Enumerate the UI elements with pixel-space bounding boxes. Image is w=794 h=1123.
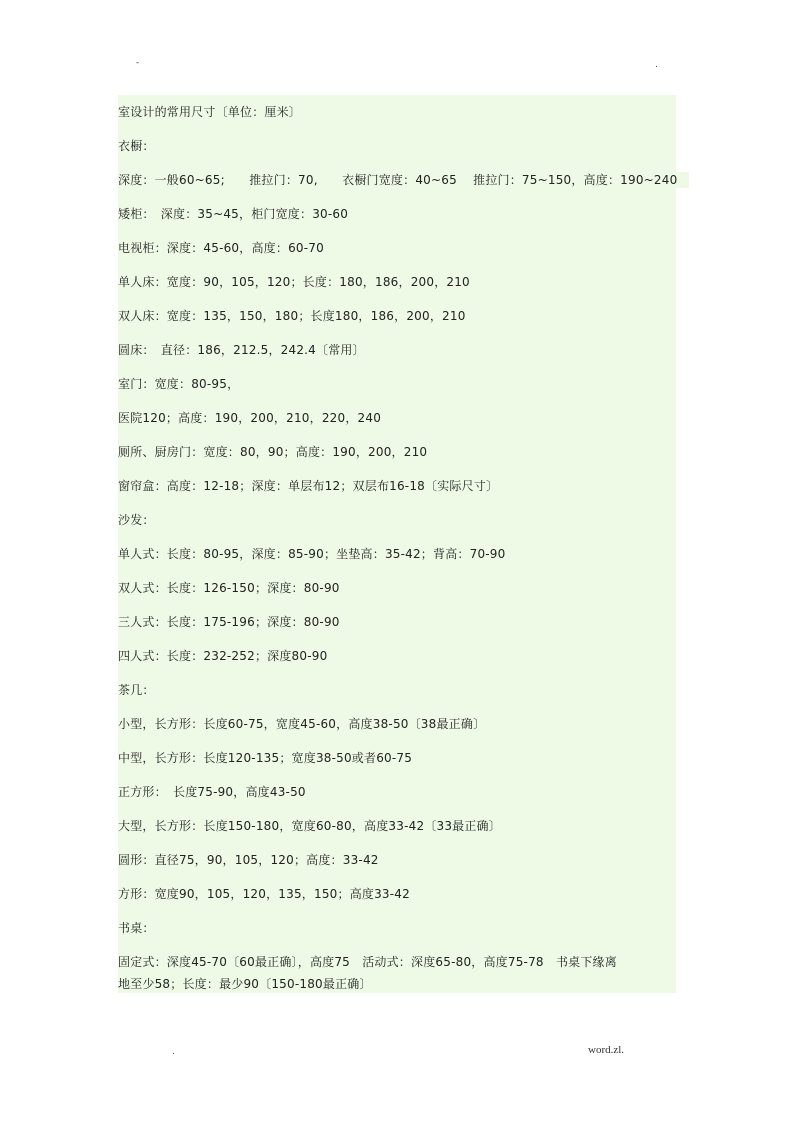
text-line-square-table: 正方形： 长度75-90，高度43-50 [118,785,306,799]
header-right-mark: . [655,60,658,70]
section-heading-sofa: 沙发： [118,513,155,527]
footer-left-mark: . [172,1047,175,1057]
text-line-quad-sofa: 四人式：长度：232-252；深度80-90 [118,649,328,663]
footer-watermark: word.zl. [588,1044,625,1056]
header-left-mark: - [136,58,140,68]
section-heading-wardrobe: 衣橱： [118,139,155,153]
text-line-toilet-kitchen-door: 厕所、厨房门：宽度：80，90；高度：190，200，210 [118,445,428,459]
document-title: 室设计的常用尺寸〔单位：厘米〕 [118,105,302,119]
text-line-large-table: 大型，长方形：长度150-180，宽度60-80，高度33-42〔33最正确〕 [118,819,501,833]
text-line-single-sofa: 单人式：长度：80-95，深度：85-90；坐垫高：35-42；背高：70-90 [118,547,506,561]
text-line-hospital-door: 医院120；高度：190，200，210，220，240 [118,411,382,425]
document-body [118,95,676,993]
text-line-round-table: 圆形：直径75，90，105，120；高度：33-42 [118,853,379,867]
text-line-double-sofa: 双人式：长度：126-150；深度：80-90 [118,581,340,595]
text-line-curtain-box: 窗帘盒：高度：12-18；深度：单层布12；双层布16-18〔实际尺寸〕 [118,479,499,493]
section-heading-desk: 书桌： [118,921,155,935]
text-line-tv-cabinet: 电视柜：深度：45-60，高度：60-70 [118,241,324,255]
text-line-square-shape-table: 方形：宽度90，105，120，135，150；高度33-42 [118,887,410,901]
text-line-room-door: 室门：宽度：80-95， [118,377,240,391]
text-line-desk-fixed: 固定式：深度45-70〔60最正确〕，高度75 活动式：深度65-80，高度75-78 书桌下缘离 [118,955,617,969]
text-line-round-bed: 圆床： 直径：186，212.5，242.4〔常用〕 [118,343,365,357]
text-line-wardrobe-dimensions: 深度：一般60~65; 推拉门：70, 衣橱门宽度：40~65 推拉门：75~150，高度：190~240 [118,172,689,188]
text-line-desk-continued: 地至少58；长度：最少90〔150-180最正确〕 [118,977,372,991]
section-heading-coffee-table: 茶几： [118,683,155,697]
text-line-single-bed: 单人床：宽度：90，105，120；长度：180，186，200，210 [118,275,470,289]
text-line-low-cabinet: 矮柜： 深度：35~45，柜门宽度：30-60 [118,207,349,221]
text-line-triple-sofa: 三人式：长度：175-196；深度：80-90 [118,615,340,629]
text-line-small-table: 小型，长方形：长度60-75，宽度45-60，高度38-50〔38最正确〕 [118,717,486,731]
text-line-medium-table: 中型，长方形：长度120-135；宽度38-50或者60-75 [118,751,413,765]
text-line-double-bed: 双人床：宽度：135，150，180；长度180，186，200，210 [118,309,466,323]
